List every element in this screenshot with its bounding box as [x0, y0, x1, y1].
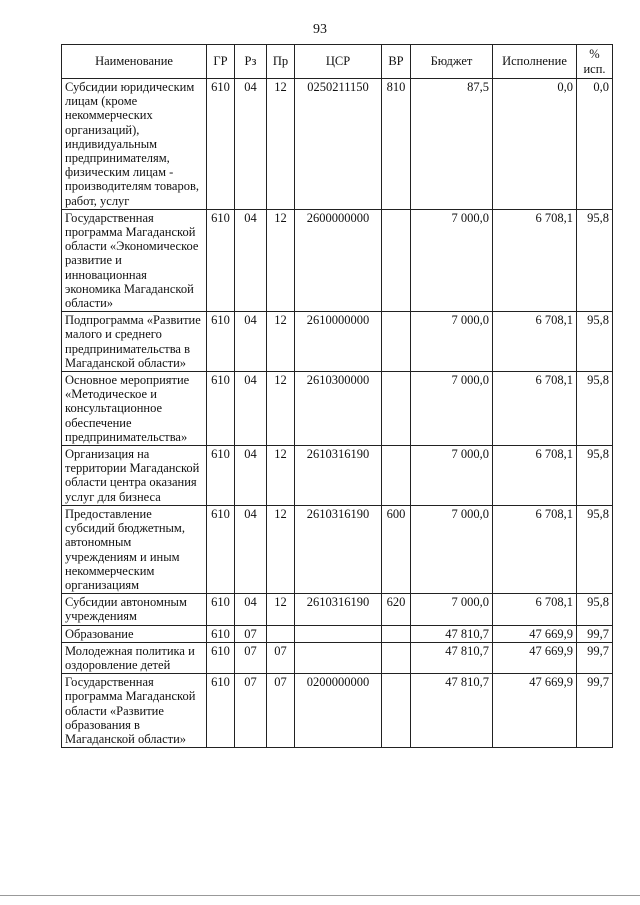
header-pr: Пр [267, 45, 295, 79]
row-budget: 7 000,0 [411, 372, 493, 446]
row-budget: 87,5 [411, 79, 493, 210]
table-row [62, 446, 613, 506]
row-budget: 7 000,0 [411, 312, 493, 372]
row-execution: 6 708,1 [493, 446, 577, 506]
row-gr: 610 [207, 446, 235, 506]
row-name: Субсидии юридическим лицам (кроме некоммерческих организаций), индивидуальным предпринимателям, физическим лицам - производителям товаров, работ, услуг [62, 79, 207, 210]
row-vr [382, 446, 411, 506]
row-csr: 2610000000 [295, 312, 382, 372]
row-budget: 47 810,7 [411, 642, 493, 673]
row-rz: 04 [235, 372, 267, 446]
row-pr: 12 [267, 372, 295, 446]
row-csr [295, 642, 382, 673]
table-header-row [62, 45, 613, 79]
row-execution: 47 669,9 [493, 674, 577, 748]
row-name: Организация на территории Магаданской области центра оказания услуг для бизнеса [62, 446, 207, 506]
row-percent: 95,8 [577, 209, 613, 311]
row-pr [267, 625, 295, 642]
table-row [62, 312, 613, 372]
row-execution: 47 669,9 [493, 642, 577, 673]
row-rz: 04 [235, 312, 267, 372]
row-vr [382, 312, 411, 372]
header-percent: % исп. [577, 45, 613, 79]
table-row [62, 625, 613, 642]
row-csr: 2610316190 [295, 446, 382, 506]
table-row [62, 642, 613, 673]
table-row [62, 372, 613, 446]
row-pr: 07 [267, 674, 295, 748]
row-rz: 07 [235, 625, 267, 642]
row-rz: 07 [235, 642, 267, 673]
row-rz: 04 [235, 505, 267, 593]
header-gr: ГР [207, 45, 235, 79]
page-number: 93 [313, 22, 327, 37]
row-gr: 610 [207, 312, 235, 372]
row-budget: 7 000,0 [411, 594, 493, 625]
row-pr: 12 [267, 594, 295, 625]
row-vr [382, 372, 411, 446]
row-gr: 610 [207, 674, 235, 748]
row-pr: 12 [267, 446, 295, 506]
page-bottom-divider [0, 895, 640, 896]
row-percent: 95,8 [577, 312, 613, 372]
budget-execution-table [61, 44, 613, 748]
row-vr [382, 642, 411, 673]
table-row [62, 594, 613, 625]
row-execution: 6 708,1 [493, 594, 577, 625]
row-vr: 600 [382, 505, 411, 593]
header-name: Наименование [62, 45, 207, 79]
row-name: Государственная программа Магаданской области «Экономическое развитие и инновационная экономика Магаданской области» [62, 209, 207, 311]
row-pr: 12 [267, 505, 295, 593]
row-execution: 6 708,1 [493, 372, 577, 446]
row-execution: 6 708,1 [493, 505, 577, 593]
row-budget: 7 000,0 [411, 209, 493, 311]
row-rz: 04 [235, 594, 267, 625]
row-pr: 12 [267, 209, 295, 311]
table-row [62, 674, 613, 748]
row-pr: 12 [267, 79, 295, 210]
row-csr: 2610316190 [295, 594, 382, 625]
row-name: Молодежная политика и оздоровление детей [62, 642, 207, 673]
header-vr: ВР [382, 45, 411, 79]
row-gr: 610 [207, 505, 235, 593]
row-execution: 6 708,1 [493, 209, 577, 311]
row-vr: 620 [382, 594, 411, 625]
row-vr [382, 674, 411, 748]
table-row [62, 79, 613, 210]
row-name: Субсидии автономным учреждениям [62, 594, 207, 625]
row-execution: 47 669,9 [493, 625, 577, 642]
row-budget: 7 000,0 [411, 446, 493, 506]
row-csr: 2600000000 [295, 209, 382, 311]
row-percent: 95,8 [577, 594, 613, 625]
row-rz: 07 [235, 674, 267, 748]
row-vr: 810 [382, 79, 411, 210]
row-vr [382, 625, 411, 642]
row-name: Государственная программа Магаданской области «Развитие образования в Магаданской области» [62, 674, 207, 748]
row-gr: 610 [207, 642, 235, 673]
row-rz: 04 [235, 79, 267, 210]
row-gr: 610 [207, 209, 235, 311]
row-vr [382, 209, 411, 311]
row-name: Предоставление субсидий бюджетным, автономным учреждениям и иным некоммерческим организациям [62, 505, 207, 593]
header-budget: Бюджет [411, 45, 493, 79]
table-row [62, 505, 613, 593]
row-percent: 99,7 [577, 642, 613, 673]
table-row [62, 209, 613, 311]
row-percent: 95,8 [577, 505, 613, 593]
row-pr: 12 [267, 312, 295, 372]
row-csr: 0250211150 [295, 79, 382, 210]
row-rz: 04 [235, 446, 267, 506]
row-percent: 95,8 [577, 372, 613, 446]
row-gr: 610 [207, 79, 235, 210]
row-gr: 610 [207, 594, 235, 625]
row-percent: 99,7 [577, 674, 613, 748]
row-budget: 7 000,0 [411, 505, 493, 593]
header-execution: Исполнение [493, 45, 577, 79]
row-percent: 95,8 [577, 446, 613, 506]
row-execution: 0,0 [493, 79, 577, 210]
row-csr [295, 625, 382, 642]
row-name: Основное мероприятие «Методическое и консультационное обеспечение предпринимательства» [62, 372, 207, 446]
row-csr: 0200000000 [295, 674, 382, 748]
row-budget: 47 810,7 [411, 625, 493, 642]
row-csr: 2610300000 [295, 372, 382, 446]
row-budget: 47 810,7 [411, 674, 493, 748]
header-csr: ЦСР [295, 45, 382, 79]
header-rz: Рз [235, 45, 267, 79]
row-name: Образование [62, 625, 207, 642]
row-rz: 04 [235, 209, 267, 311]
row-csr: 2610316190 [295, 505, 382, 593]
row-pr: 07 [267, 642, 295, 673]
row-percent: 0,0 [577, 79, 613, 210]
row-gr: 610 [207, 372, 235, 446]
row-name: Подпрограмма «Развитие малого и среднего предпринимательства в Магаданской области» [62, 312, 207, 372]
row-execution: 6 708,1 [493, 312, 577, 372]
row-gr: 610 [207, 625, 235, 642]
row-percent: 99,7 [577, 625, 613, 642]
